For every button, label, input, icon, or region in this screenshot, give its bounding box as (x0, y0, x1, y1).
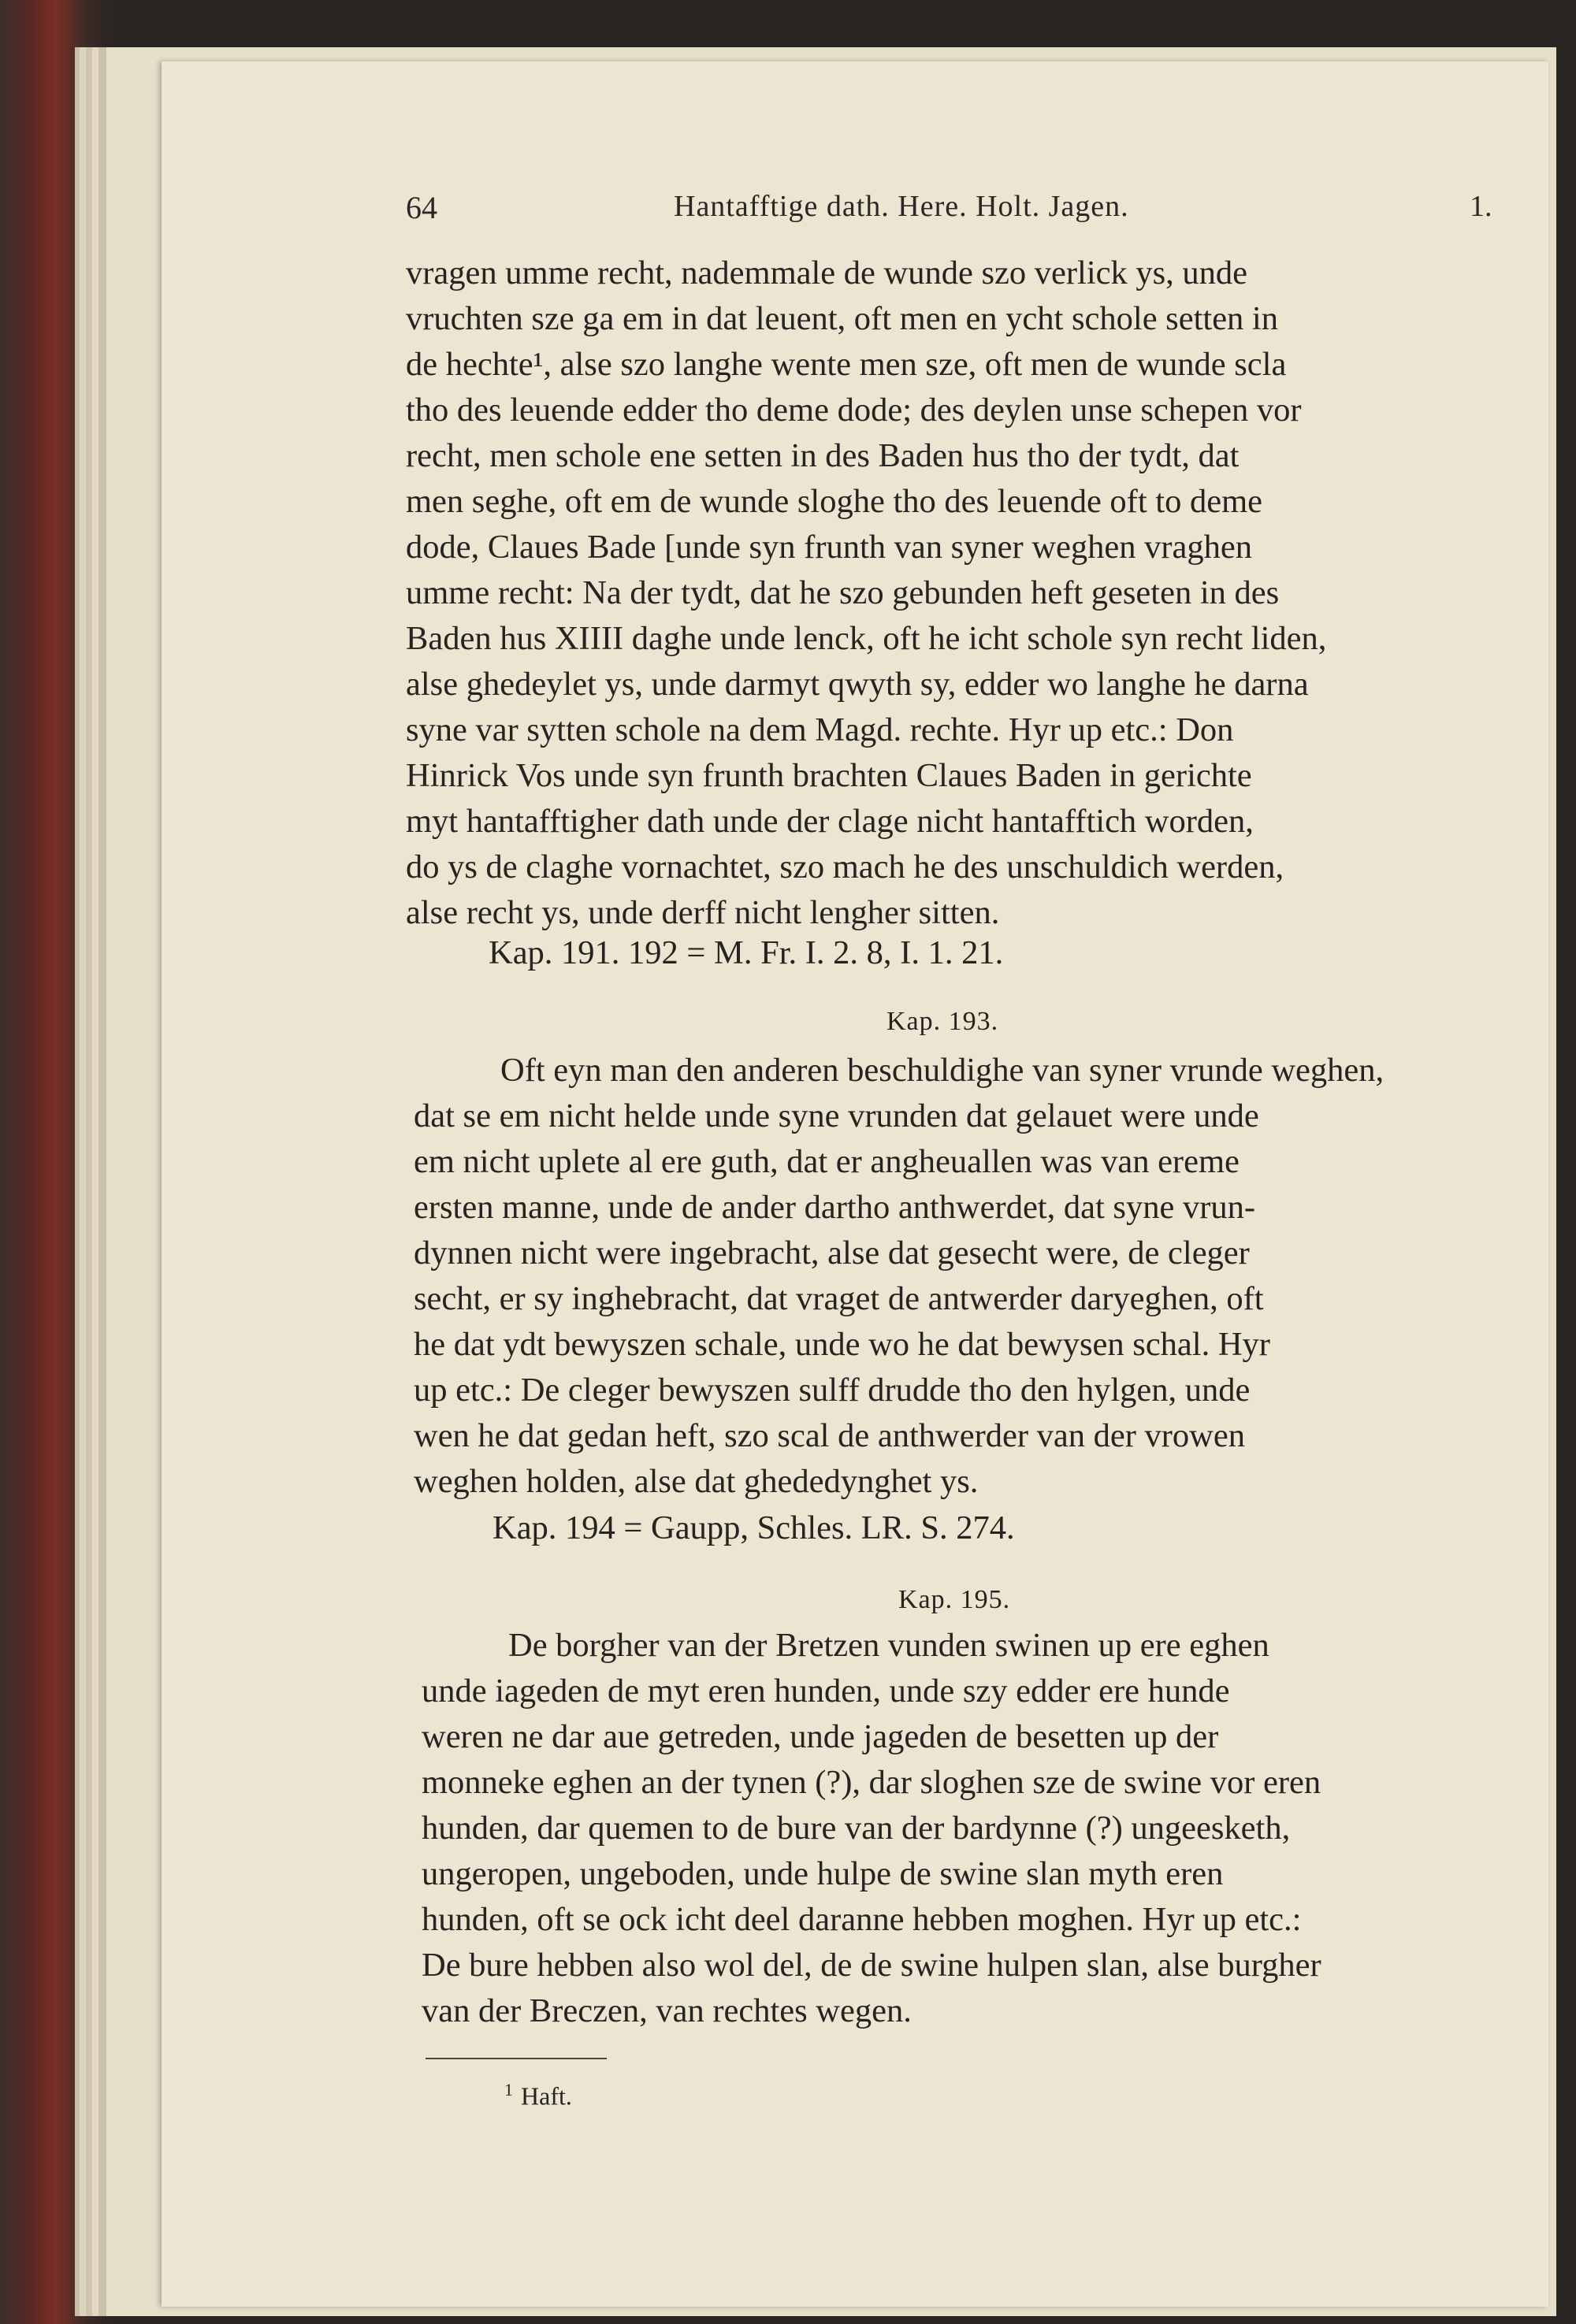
text-line: vragen umme recht, nademmale de wunde szo verlick ys, unde (406, 254, 1248, 291)
footnote-text: Haft. (521, 2081, 572, 2111)
text-line: Hinrick Vos unde syn frunth brachten Claues Baden in gerichte (406, 757, 1252, 794)
text-line: de hechte¹, alse szo langhe wente men sze, oft men de wunde scla (406, 346, 1287, 383)
text-line: dode, Claues Bade [unde syn frunth van syner weghen vraghen (406, 529, 1252, 566)
chapter-heading-193: Kap. 193. (886, 1007, 999, 1036)
body-text-section-195 (422, 1623, 1509, 2034)
text-line: dat se em nicht helde unde syne vrunden dat gelauet were unde (414, 1097, 1259, 1134)
text-line: tho des leuende edder tho deme dode; des deylen unse schepen vor (406, 392, 1302, 429)
text-line: alse recht ys, unde derff nicht lengher sitten. (406, 894, 1000, 931)
text-line: ersten manne, unde de ander dartho anthwerdet, dat syne vrun- (414, 1189, 1255, 1226)
text-line: he dat ydt bewyszen schale, unde wo he dat bewysen schal. Hyr (414, 1326, 1270, 1363)
text-line: dynnen nicht were ingebracht, alse dat gesecht were, de cleger (414, 1234, 1250, 1272)
footnote-marker: 1 (504, 2080, 513, 2099)
body-text-section-193 (414, 1048, 1501, 1505)
text-line: Baden hus XIIII daghe unde lenck, oft he icht schole syn recht liden, (406, 620, 1327, 657)
footnote (504, 2080, 572, 2111)
text-line: van der Breczen, van rechtes wegen. (422, 1992, 912, 2029)
page-number: 64 (406, 190, 437, 225)
running-head (162, 189, 1501, 236)
text-line: men seghe, oft em de wunde sloghe tho des leuende oft to deme (406, 483, 1262, 520)
text-line: De borgher van der Bretzen vunden swinen up ere eghen (508, 1627, 1269, 1664)
text-line: unde iageden de myt eren hunden, unde szy edder ere hunde (422, 1672, 1230, 1710)
text-line: vruchten sze ga em in dat leuent, oft men en ycht schole setten in (406, 300, 1278, 337)
chapter-reference-194: Kap. 194 = Gaupp, Schles. LR. S. 274. (492, 1509, 1015, 1546)
text-line: ungeropen, ungeboden, unde hulpe de swine slan myth eren (422, 1855, 1224, 1892)
running-title: Hantafftige dath. Here. Holt. Jagen. (674, 190, 1129, 223)
text-line: hunden, oft se ock icht deel daranne hebben moghen. Hyr up etc.: (422, 1901, 1302, 1938)
body-text-section-1 (406, 251, 1493, 936)
text-line: wen he dat gedan heft, szo scal de anthwerder van der vrowen (414, 1417, 1245, 1454)
text-line: De bure hebben also wol del, de de swine hulpen slan, alse burgher (422, 1947, 1321, 1984)
text-line: weren ne dar aue getreden, unde jageden de besetten up der (422, 1718, 1219, 1755)
text-line: up etc.: De cleger bewyszen sulff druddе tho den hylgen, unde (414, 1372, 1251, 1409)
chapter-heading-195: Kap. 195. (898, 1585, 1011, 1614)
chapter-reference-191: Kap. 191. 192 = M. Fr. I. 2. 8, I. 1. 21. (489, 934, 1004, 971)
text-line: alse ghedeylet ys, unde darmyt qwyth sy, edder wo langhe he darna (406, 666, 1309, 703)
text-line: hunden, dar quemen to de bure van der bardynne (?) ungeesketh, (422, 1810, 1291, 1847)
text-line: monneke eghen an der tynen (?), dar sloghen sze de swine vor eren (422, 1764, 1321, 1801)
text-line: secht, er sy inghebracht, dat vraget de antwerder daryeghen, oft (414, 1280, 1264, 1317)
text-line: recht, men schole ene setten in des Baden hus tho der tydt, dat (406, 437, 1240, 474)
text-line: myt hantafftigher dath unde der clage nicht hantafftich worden, (406, 803, 1254, 840)
text-line: weghen holden, alse dat ghededynghet ys. (414, 1463, 979, 1500)
text-line: Oft eyn man den anderen beschuldighe van syner vrunde weghen, (500, 1052, 1385, 1089)
text-line: do ys de claghe vornachtet, szo mach he des unschuldich werden, (406, 848, 1284, 885)
text-line: em nicht uplete al ere guth, dat er angheuallen was van ereme (414, 1143, 1240, 1180)
footnote-divider (426, 2058, 607, 2059)
text-line: umme recht: Na der tydt, dat he szo gebunden heft geseten in des (406, 574, 1280, 611)
text-line: syne var sytten schole na dem Magd. rechte. Hyr up etc.: Don (406, 711, 1234, 748)
chapter-number: 1. (1470, 190, 1492, 223)
